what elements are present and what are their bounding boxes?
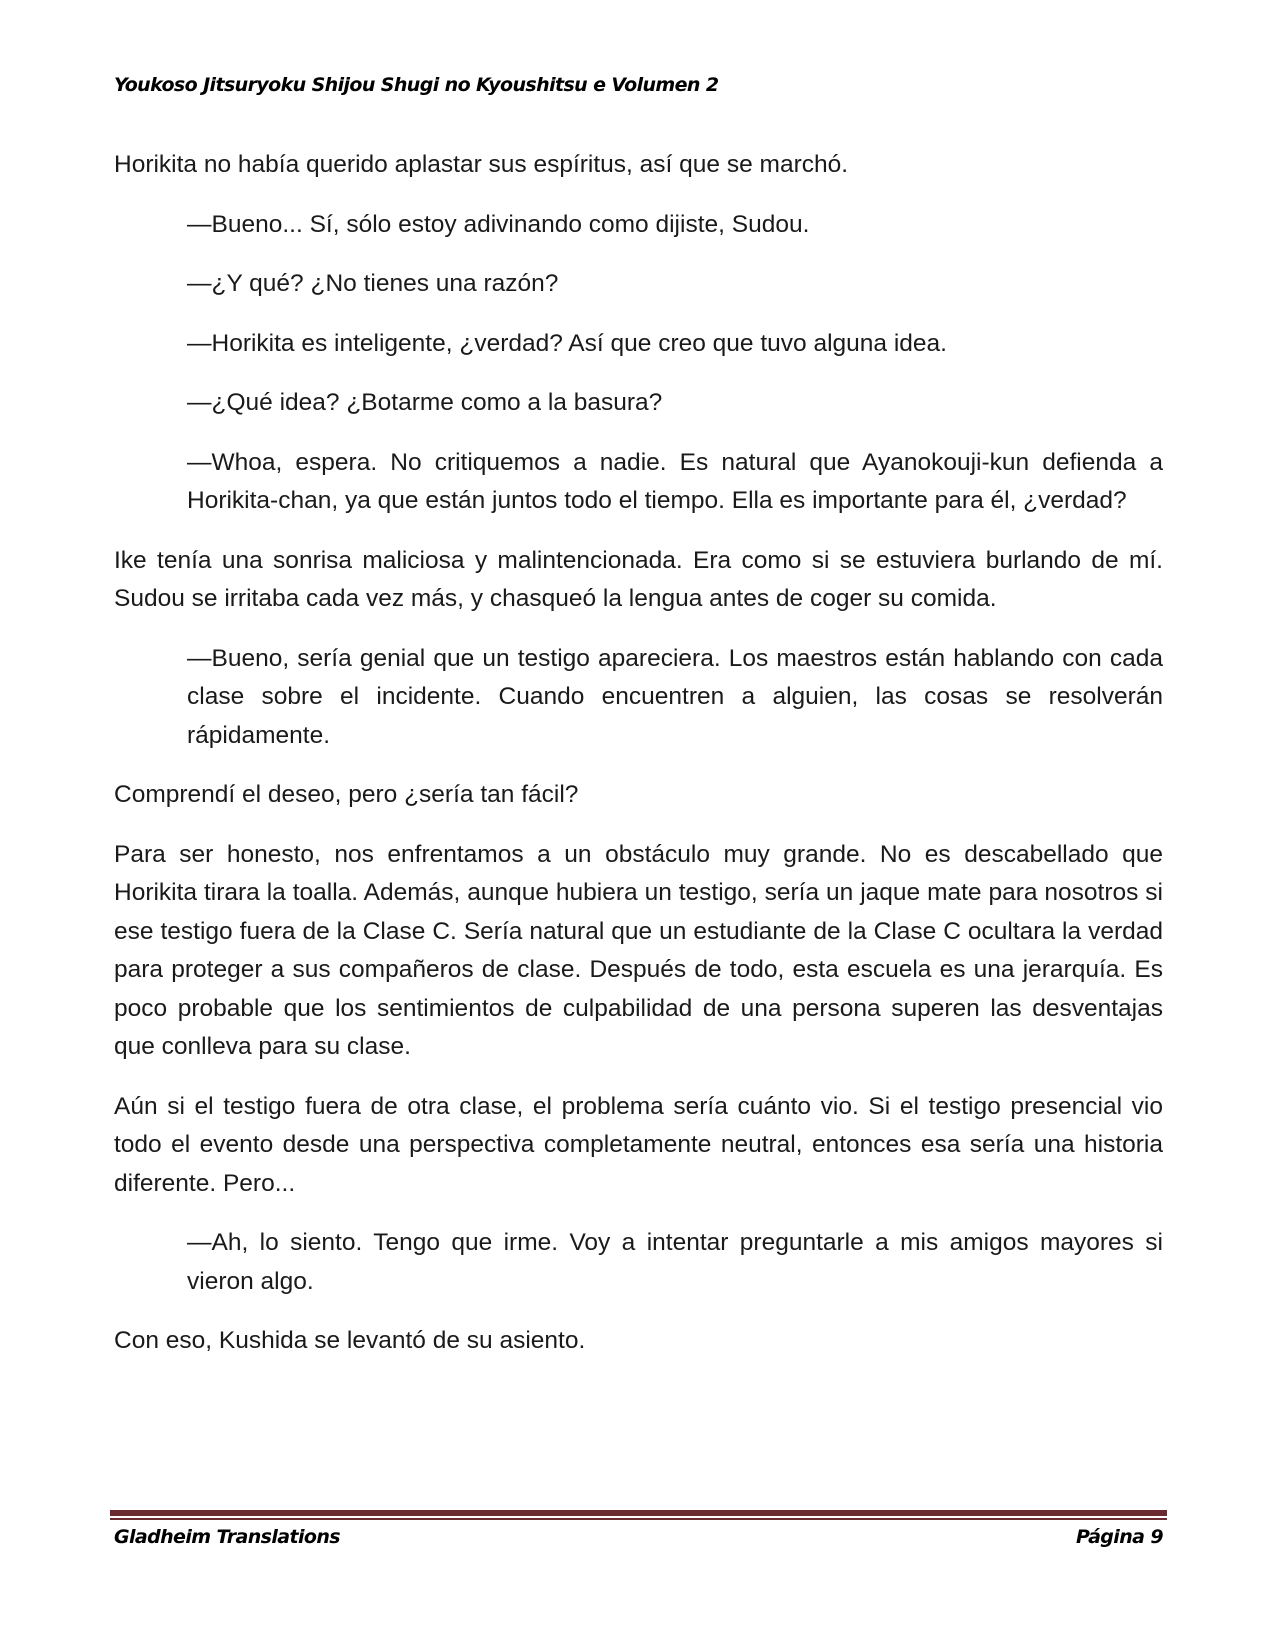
paragraph: Horikita no había querido aplastar sus espíritus, así que se marchó. <box>114 151 849 178</box>
dialogue-line: —Bueno, sería genial que un testigo apareciera. Los maestros están hablando con cada clase sobre el incidente. Cuando encuentren a alguien, las cosas se resolverán rápidamente. <box>187 644 1163 749</box>
paragraph: Comprendí el deseo, pero ¿sería tan fácil? <box>114 781 579 808</box>
running-header: Youkoso Jitsuryoku Shijou Shugi no Kyoushitsu e Volumen 2 <box>114 74 719 96</box>
footer-rule <box>110 1510 1167 1520</box>
dialogue-line: —Bueno... Sí, sólo estoy adivinando como dijiste, Sudou. <box>187 210 810 238</box>
paragraph: Con eso, Kushida se levantó de su asiento. <box>114 1327 586 1354</box>
footer-rule-thick <box>110 1510 1167 1516</box>
page-body <box>114 146 1163 1382</box>
dialogue-line: —Ah, lo siento. Tengo que irme. Voy a intentar preguntarle a mis amigos mayores si vieron algo. <box>187 1229 1163 1295</box>
dialogue-line: —Whoa, espera. No critiquemos a nadie. Es natural que Ayanokouji-kun defienda a Horikita-chan, ya que están juntos todo el tiempo. Ella es importante para él, ¿verdad? <box>187 448 1163 514</box>
footer-rule-thin <box>110 1518 1167 1520</box>
dialogue-line: —¿Qué idea? ¿Botarme como a la basura? <box>187 389 663 416</box>
footer-credit: Gladheim Translations <box>114 1526 340 1548</box>
paragraph: Para ser honesto, nos enfrentamos a un obstáculo muy grande. No es descabellado que Horikita tirara la toalla. Además, aunque hubiera un testigo, sería un jaque mate para nosotros si ese testigo fuera de la Clase C. Sería natural que un estudiante de la Clase C ocultara la verdad para proteger a sus compañeros de clase. Después de todo, esta escuela es una jerarquía. Es poco probable que los sentimientos de culpabilidad de una persona superen las desventajas que conlleva para su clase. <box>114 840 1163 1060</box>
paragraph: Ike tenía una sonrisa maliciosa y malintencionada. Era como si se estuviera burlando de mí. Sudou se irritaba cada vez más, y chasqueó la lengua antes de coger su comida. <box>114 546 1163 612</box>
dialogue-line: —¿Y qué? ¿No tienes una razón? <box>187 270 559 297</box>
paragraph: Aún si el testigo fuera de otra clase, el problema sería cuánto vio. Si el testigo presencial vio todo el evento desde una perspectiva completamente neutral, entonces esa sería una historia diferente. Pero... <box>114 1092 1163 1197</box>
dialogue-line: —Horikita es inteligente, ¿verdad? Así que creo que tuvo alguna idea. <box>187 329 947 357</box>
page-number: Página 9 <box>1075 1526 1163 1548</box>
